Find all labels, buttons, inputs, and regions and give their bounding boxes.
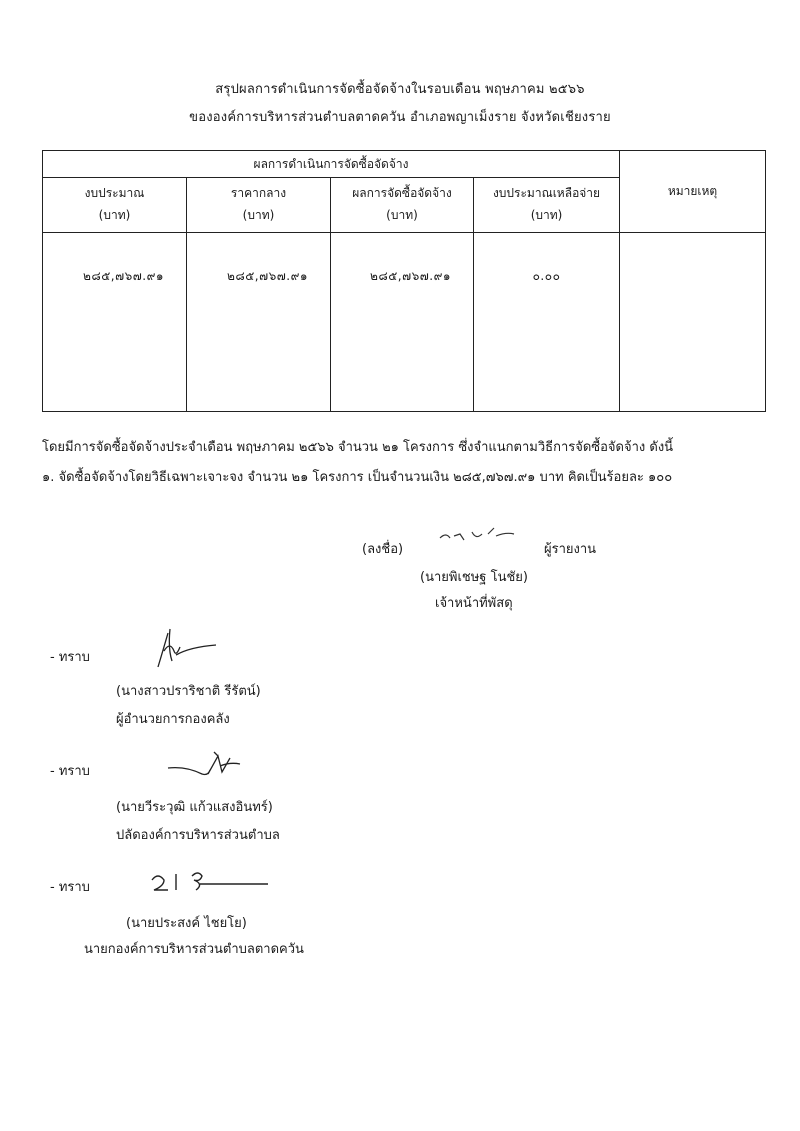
column-header-median-price: ราคากลาง (บาท) xyxy=(187,178,331,233)
acknowledge-name: (นางสาวปราริชาติ รีรัตน์) xyxy=(116,684,261,699)
acknowledge-label: - ทราบ xyxy=(50,650,90,665)
cell-remaining-budget: ๐.๐๐ xyxy=(474,233,620,412)
cell-median-price: ๒๘๕,๗๖๗.๙๑ xyxy=(187,233,331,412)
chief-administrator-signature xyxy=(164,748,254,784)
cell-remark xyxy=(620,233,766,412)
document-title: สรุปผลการดำเนินการจัดซื้อจัดจ้างในรอบเดือน พฤษภาคม ๒๕๖๖ xyxy=(215,82,585,97)
reporter-position: เจ้าหน้าที่พัสดุ xyxy=(435,596,513,611)
procurement-summary-table xyxy=(42,150,766,412)
cell-procurement-result: ๒๘๕,๗๖๗.๙๑ xyxy=(331,233,474,412)
cell-budget: ๒๘๕,๗๖๗.๙๑ xyxy=(43,233,187,412)
remark-header: หมายเหตุ xyxy=(620,151,766,233)
acknowledge-label: - ทราบ xyxy=(50,764,90,779)
finance-director-signature xyxy=(150,625,230,675)
sign-label: (ลงชื่อ) xyxy=(362,542,404,557)
acknowledge-label: - ทราบ xyxy=(50,880,90,895)
table-row xyxy=(43,233,766,412)
document-subtitle: ขององค์การบริหารส่วนตำบลตาดควัน อำเภอพญาเม็งราย จังหวัดเชียงราย xyxy=(189,110,611,125)
acknowledge-position: ผู้อำนวยการกองคลัง xyxy=(116,712,230,727)
reporter-signature xyxy=(436,522,536,548)
acknowledge-position: นายกองค์การบริหารส่วนตำบลตาดควัน xyxy=(84,942,304,957)
summary-paragraph: โดยมีการจัดซื้อจัดจ้างประจำเดือน พฤษภาคม ๒๕๖๖ จำนวน ๒๑ โครงการ ซึ่งจำแนกตามวิธีการจัดซื้อจัดจ้าง ดังนี้ xyxy=(42,440,674,455)
acknowledge-position: ปลัดองค์การบริหารส่วนตำบล xyxy=(116,828,280,843)
reporter-name: (นายพิเชษฐ โนชัย) xyxy=(420,570,528,585)
column-header-remaining-budget: งบประมาณเหลือจ่าย (บาท) xyxy=(474,178,620,233)
acknowledge-name: (นายประสงค์ ไชยโย) xyxy=(126,916,247,931)
reporter-role: ผู้รายงาน xyxy=(544,542,597,557)
mayor-signature xyxy=(148,868,278,898)
group-header: ผลการดำเนินการจัดซื้อจัดจ้าง xyxy=(43,151,620,178)
column-header-budget: งบประมาณ (บาท) xyxy=(43,178,187,233)
acknowledge-name: (นายวีระวุฒิ แก้วแสงอินทร์) xyxy=(116,800,273,815)
column-header-procurement-result: ผลการจัดซื้อจัดจ้าง (บาท) xyxy=(331,178,474,233)
summary-item-1: ๑. จัดซื้อจัดจ้างโดยวิธีเฉพาะเจาะจง จำนวน ๒๑ โครงการ เป็นจำนวนเงิน ๒๘๕,๗๖๗.๙๑ บาท คิดเป็นร้อยละ ๑๐๐ xyxy=(42,470,673,485)
